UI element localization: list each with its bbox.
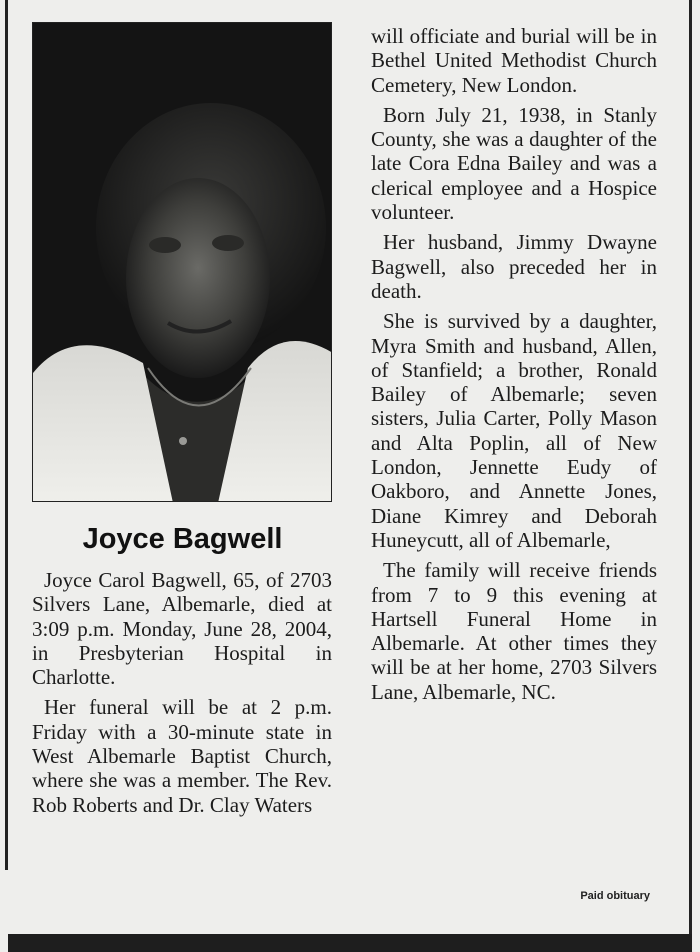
paragraph-husband: Her husband, Jimmy Dwayne Bagwell, also preceded her in death.	[371, 230, 657, 303]
paragraph-birth: Born July 21, 1938, in Stanly County, she was a daughter of the late Cora Edna Bailey and was a clerical employee and a Hospice volunteer.	[371, 102, 657, 225]
paragraph-death-notice: Joyce Carol Bagwell, 65, of 2703 Silvers Lane, Albemarle, died at 3:09 p.m. Monday, June 28, 2004, in Presbyterian Hospital in Charlotte.	[32, 568, 332, 690]
obituary-name: Joyce Bagwell	[82, 523, 283, 555]
paid-obituary-tag: Paid obituary	[580, 890, 650, 902]
bottom-rule	[8, 934, 692, 952]
right-column-rule	[689, 0, 692, 952]
left-column-rule	[5, 0, 8, 870]
left-text-column	[32, 568, 332, 817]
right-text-column	[371, 24, 657, 704]
paragraph-visitation: The family will receive friends from 7 to 9 this evening at Hartsell Funeral Home in Albemarle. At other times they will be at her home, 2703 Silvers Lane, Albemarle, NC.	[371, 558, 657, 704]
paragraph-survivors: She is survived by a daughter, Myra Smith and husband, Allen, of Stanfield; a brother, Ronald Bailey of Albemarle; seven sisters, Julia Carter, Polly Mason and Alta Poplin, all of New London, Jennette Eudy of Oakboro, and Annette Jones, Diane Kimrey and Deborah Huneycutt, all of Albemarle,	[371, 309, 657, 552]
portrait-photo	[32, 22, 332, 502]
paragraph-funeral: Her funeral will be at 2 p.m. Friday with a 30-minute state in West Albemarle Baptist Church, where she was a member. The Rev. Rob Roberts and Dr. Clay Waters	[32, 695, 332, 817]
paragraph-burial: will officiate and burial will be in Bethel United Methodist Church Cemetery, New London.	[371, 24, 657, 97]
portrait-image	[33, 23, 332, 502]
